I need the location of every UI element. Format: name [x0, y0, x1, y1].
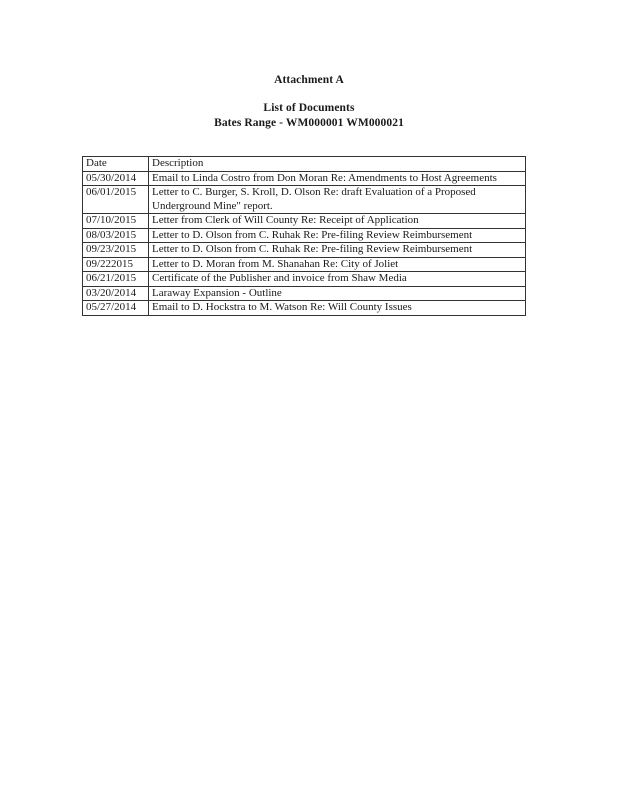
- row-date: 09/222015: [83, 257, 149, 272]
- row-date: 09/23/2015: [83, 243, 149, 258]
- row-description: Letter to D. Olson from C. Ruhak Re: Pre-filing Review Reimbursement: [149, 228, 526, 243]
- row-description: Certificate of the Publisher and invoice from Shaw Media: [149, 272, 526, 287]
- row-date: 08/03/2015: [83, 228, 149, 243]
- row-description: Laraway Expansion - Outline: [149, 286, 526, 301]
- row-date: 06/21/2015: [83, 272, 149, 287]
- table-header-row: [83, 157, 526, 172]
- row-date: 07/10/2015: [83, 214, 149, 229]
- document-subtitle: List of Documents: [263, 102, 355, 114]
- row-description: Email to D. Hockstra to M. Watson Re: Will County Issues: [149, 301, 526, 316]
- table-row: [83, 186, 526, 214]
- table-row: [83, 257, 526, 272]
- row-date: 05/27/2014: [83, 301, 149, 316]
- row-description: Letter to C. Burger, S. Kroll, D. Olson Re: draft Evaluation of a Proposed Underground Mine" report.: [149, 186, 526, 214]
- row-date: 05/30/2014: [83, 171, 149, 186]
- page-title: Attachment A: [274, 74, 344, 86]
- table-row: [83, 286, 526, 301]
- row-description: Letter to D. Olson from C. Ruhak Re: Pre-filing Review Reimbursement: [149, 243, 526, 258]
- date-column-header: Date: [83, 157, 149, 172]
- bates-range: Bates Range - WM000001 WM000021: [214, 117, 404, 129]
- table-row: [83, 171, 526, 186]
- row-description: Letter to D. Moran from M. Shanahan Re: City of Joliet: [149, 257, 526, 272]
- row-description: Email to Linda Costro from Don Moran Re: Amendments to Host Agreements: [149, 171, 526, 186]
- table-row: [83, 243, 526, 258]
- row-description: Letter from Clerk of Will County Re: Receipt of Application: [149, 214, 526, 229]
- documents-table: [82, 156, 526, 316]
- table-row: [83, 228, 526, 243]
- row-date: 06/01/2015: [83, 186, 149, 214]
- table-row: [83, 301, 526, 316]
- description-column-header: Description: [149, 157, 526, 172]
- table-row: [83, 214, 526, 229]
- table-row: [83, 272, 526, 287]
- row-date: 03/20/2014: [83, 286, 149, 301]
